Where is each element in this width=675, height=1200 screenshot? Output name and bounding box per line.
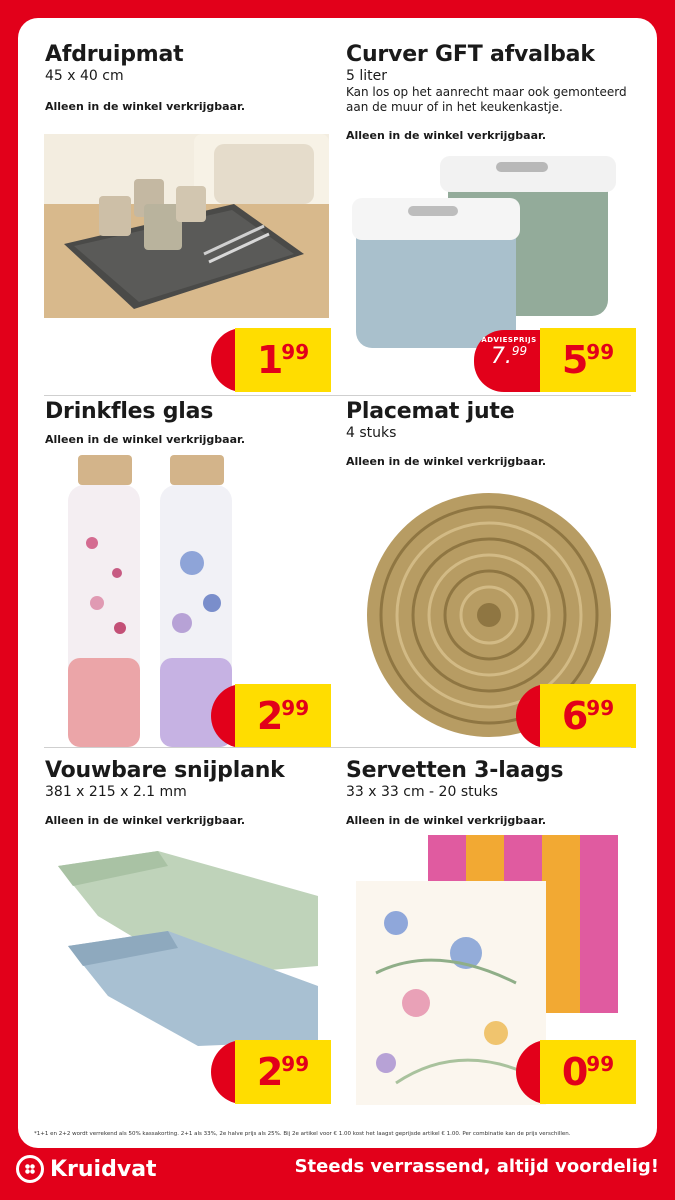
- advies-price: ADVIESPRIJS 7.99: [474, 330, 544, 392]
- product-note: Alleen in de winkel verkrijgbaar.: [346, 129, 547, 142]
- product-subtitle: 5 liter: [346, 68, 387, 84]
- row-divider: [44, 747, 631, 748]
- slogan: Steeds verrassend, altijd voordelig!: [294, 1156, 659, 1177]
- kruidvat-logo[interactable]: [16, 1152, 157, 1186]
- footnote: *1+1 en 2+2 wordt verrekend als 50% kassakorting. 2+1 als 33%, 2e halve prijs als 25%. Bij 2e artikel voor € 1.00 kost het laagst geprijsde artikel € 1.00. Per combinatie kan de prijs verschillen.: [34, 1131, 571, 1137]
- logo-icon: [16, 1155, 44, 1183]
- product-title: Placemat jute: [346, 399, 515, 424]
- price-value: $0^{99}$: [561, 1050, 615, 1094]
- product-title: Curver GFT afvalbak: [346, 42, 595, 67]
- product-subtitle: 45 x 40 cm: [45, 68, 124, 84]
- product-snijplank[interactable]: [45, 758, 335, 827]
- price-value: $1^{99}$: [256, 338, 310, 382]
- product-note: Alleen in de winkel verkrijgbaar.: [346, 814, 547, 827]
- product-afdruipmat[interactable]: [45, 42, 335, 113]
- price-value: $5^{99}$: [561, 338, 615, 382]
- price-tag-drinkfles: [211, 684, 331, 748]
- product-subtitle: 381 x 215 x 2.1 mm: [45, 784, 187, 800]
- product-note: Alleen in de winkel verkrijgbaar.: [45, 433, 246, 446]
- price-tag-curver-gft: [540, 328, 636, 392]
- product-servetten[interactable]: [346, 758, 636, 827]
- price-tag-placemat-jute: [516, 684, 636, 748]
- product-title: Servetten 3-laags: [346, 758, 564, 783]
- product-curver-gft[interactable]: [346, 42, 636, 142]
- product-subtitle: 4 stuks: [346, 425, 397, 441]
- product-title: Vouwbare snijplank: [45, 758, 285, 783]
- brand-name: Kruidvat: [50, 1156, 157, 1182]
- product-image-drinkfles: [62, 453, 232, 748]
- price-tag-snijplank: [211, 1040, 331, 1104]
- product-subtitle: 33 x 33 cm - 20 stuks: [346, 784, 498, 800]
- price-value: $2^{99}$: [256, 1050, 310, 1094]
- product-note: Alleen in de winkel verkrijgbaar.: [45, 814, 246, 827]
- product-note: Alleen in de winkel verkrijgbaar.: [45, 100, 246, 113]
- product-title: Afdruipmat: [45, 42, 184, 67]
- price-tag-afdruipmat: [211, 328, 331, 392]
- product-placemat-jute[interactable]: [346, 399, 636, 468]
- product-image-curver-gft: [348, 148, 618, 353]
- product-title: Drinkfles glas: [45, 399, 214, 424]
- product-drinkfles[interactable]: [45, 399, 335, 446]
- flyer-page: [18, 18, 657, 1148]
- row-divider: [44, 395, 631, 396]
- product-image-snijplank: [48, 836, 318, 1046]
- price-tag-servetten: [516, 1040, 636, 1104]
- price-value: $6^{99}$: [561, 694, 615, 738]
- product-image-afdruipmat: [44, 134, 329, 318]
- price-value: $2^{99}$: [256, 694, 310, 738]
- product-note: Alleen in de winkel verkrijgbaar.: [346, 455, 547, 468]
- product-description: Kan los op het aanrecht maar ook gemonteerd aan de muur of in het keukenkastje.: [346, 85, 627, 114]
